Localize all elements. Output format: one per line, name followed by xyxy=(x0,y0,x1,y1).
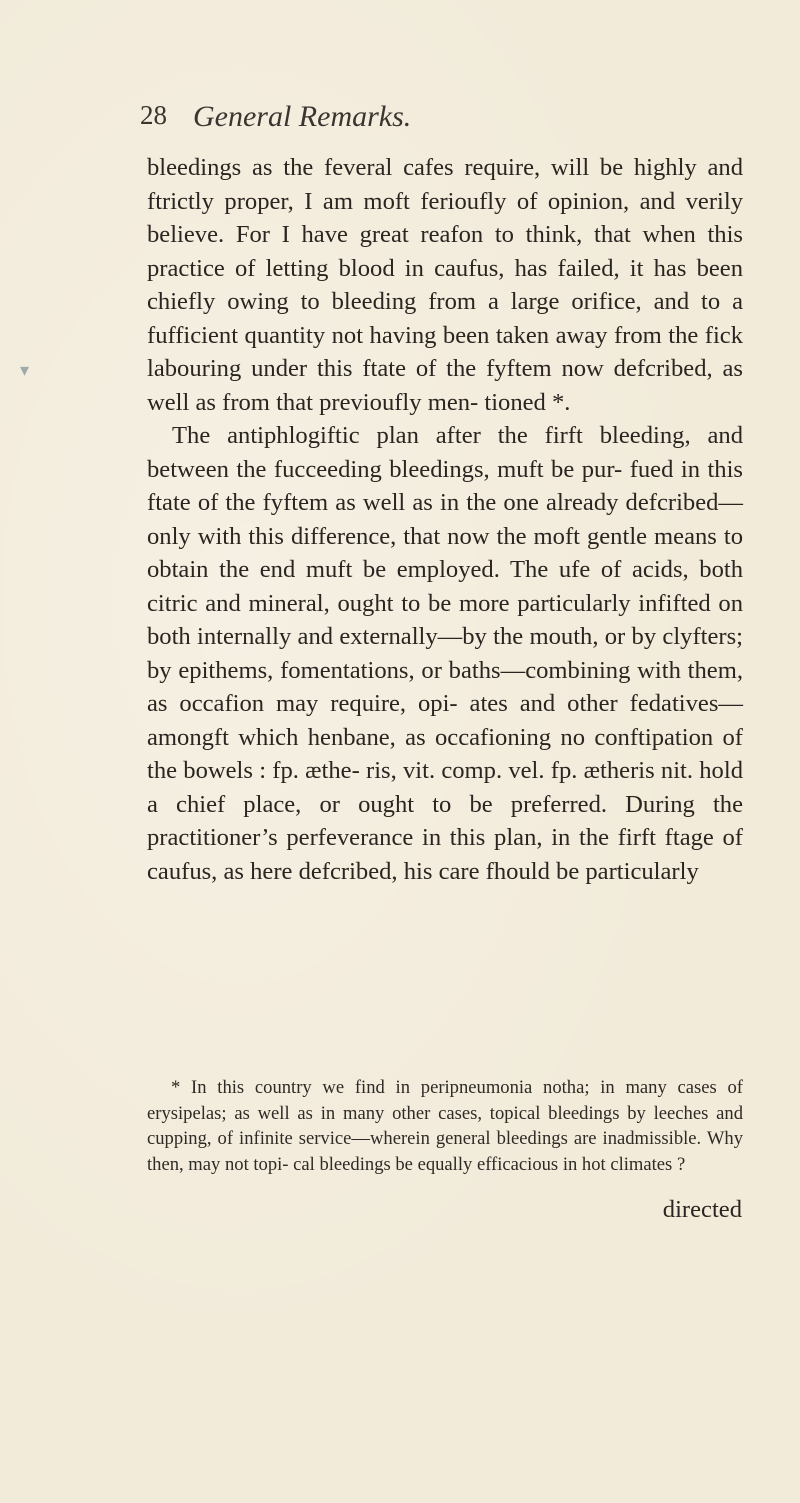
running-head: General Remarks. xyxy=(193,100,412,133)
ink-stain-mark: ▾ xyxy=(20,360,30,380)
paragraph-antiphlogistic-plan: The antiphlogiftic plan after the firft bleeding, and between the fucceeding bleedings, muft be pur- fued in this ftate of the fyftem as well as in the one already defcribed—only with this difference, that now the moft gentle means to obtain the end muft be employed. The ufe of acids, both citric and mineral, ought to be more particularly infifted on both internally and externally—by the mouth, or by clyfters; by epithems, fomentations, or baths—combining with them, as occafion may require, opi- ates and other fedatives—amongft which henbane, as occafioning no conftipation of the bowels : fp. æthe- ris, vit. comp. vel. fp. ætheris nit. hold a chief place, or ought to be preferred. During the practitioner’s perfeverance in this plan, in the firft ftage of caufus, as here defcribed, his care fhould be particularly xyxy=(147,422,743,885)
paragraph-continuation: bleedings as the feveral cafes require, will be highly and ftrictly proper, I am moft ferioufly of opinion, and verily believe. For I have great reafon to think, that when this practice of letting blood in caufus, has failed, it has been chiefly owing to bleeding from a large orifice, and to a fufficient quantity not having been taken away from the fick labouring under this ftate of the fyftem now defcribed, as well as from that previoufly men- tioned *. xyxy=(147,154,743,416)
page-header xyxy=(140,100,740,140)
footnote-text: * In this country we find in peripneumonia notha; in many cases of erysipelas; as well as in many other cases, topical bleedings by leeches and cupping, of infinite service—wherein general bleedings are inadmissible. Why then, may not topi- cal bleedings be equally efficacious in hot climates ? xyxy=(147,1077,743,1175)
footnote xyxy=(147,1075,743,1177)
catchword: directed xyxy=(662,1196,742,1223)
body-text xyxy=(147,151,743,888)
page-number: 28 xyxy=(140,100,167,130)
